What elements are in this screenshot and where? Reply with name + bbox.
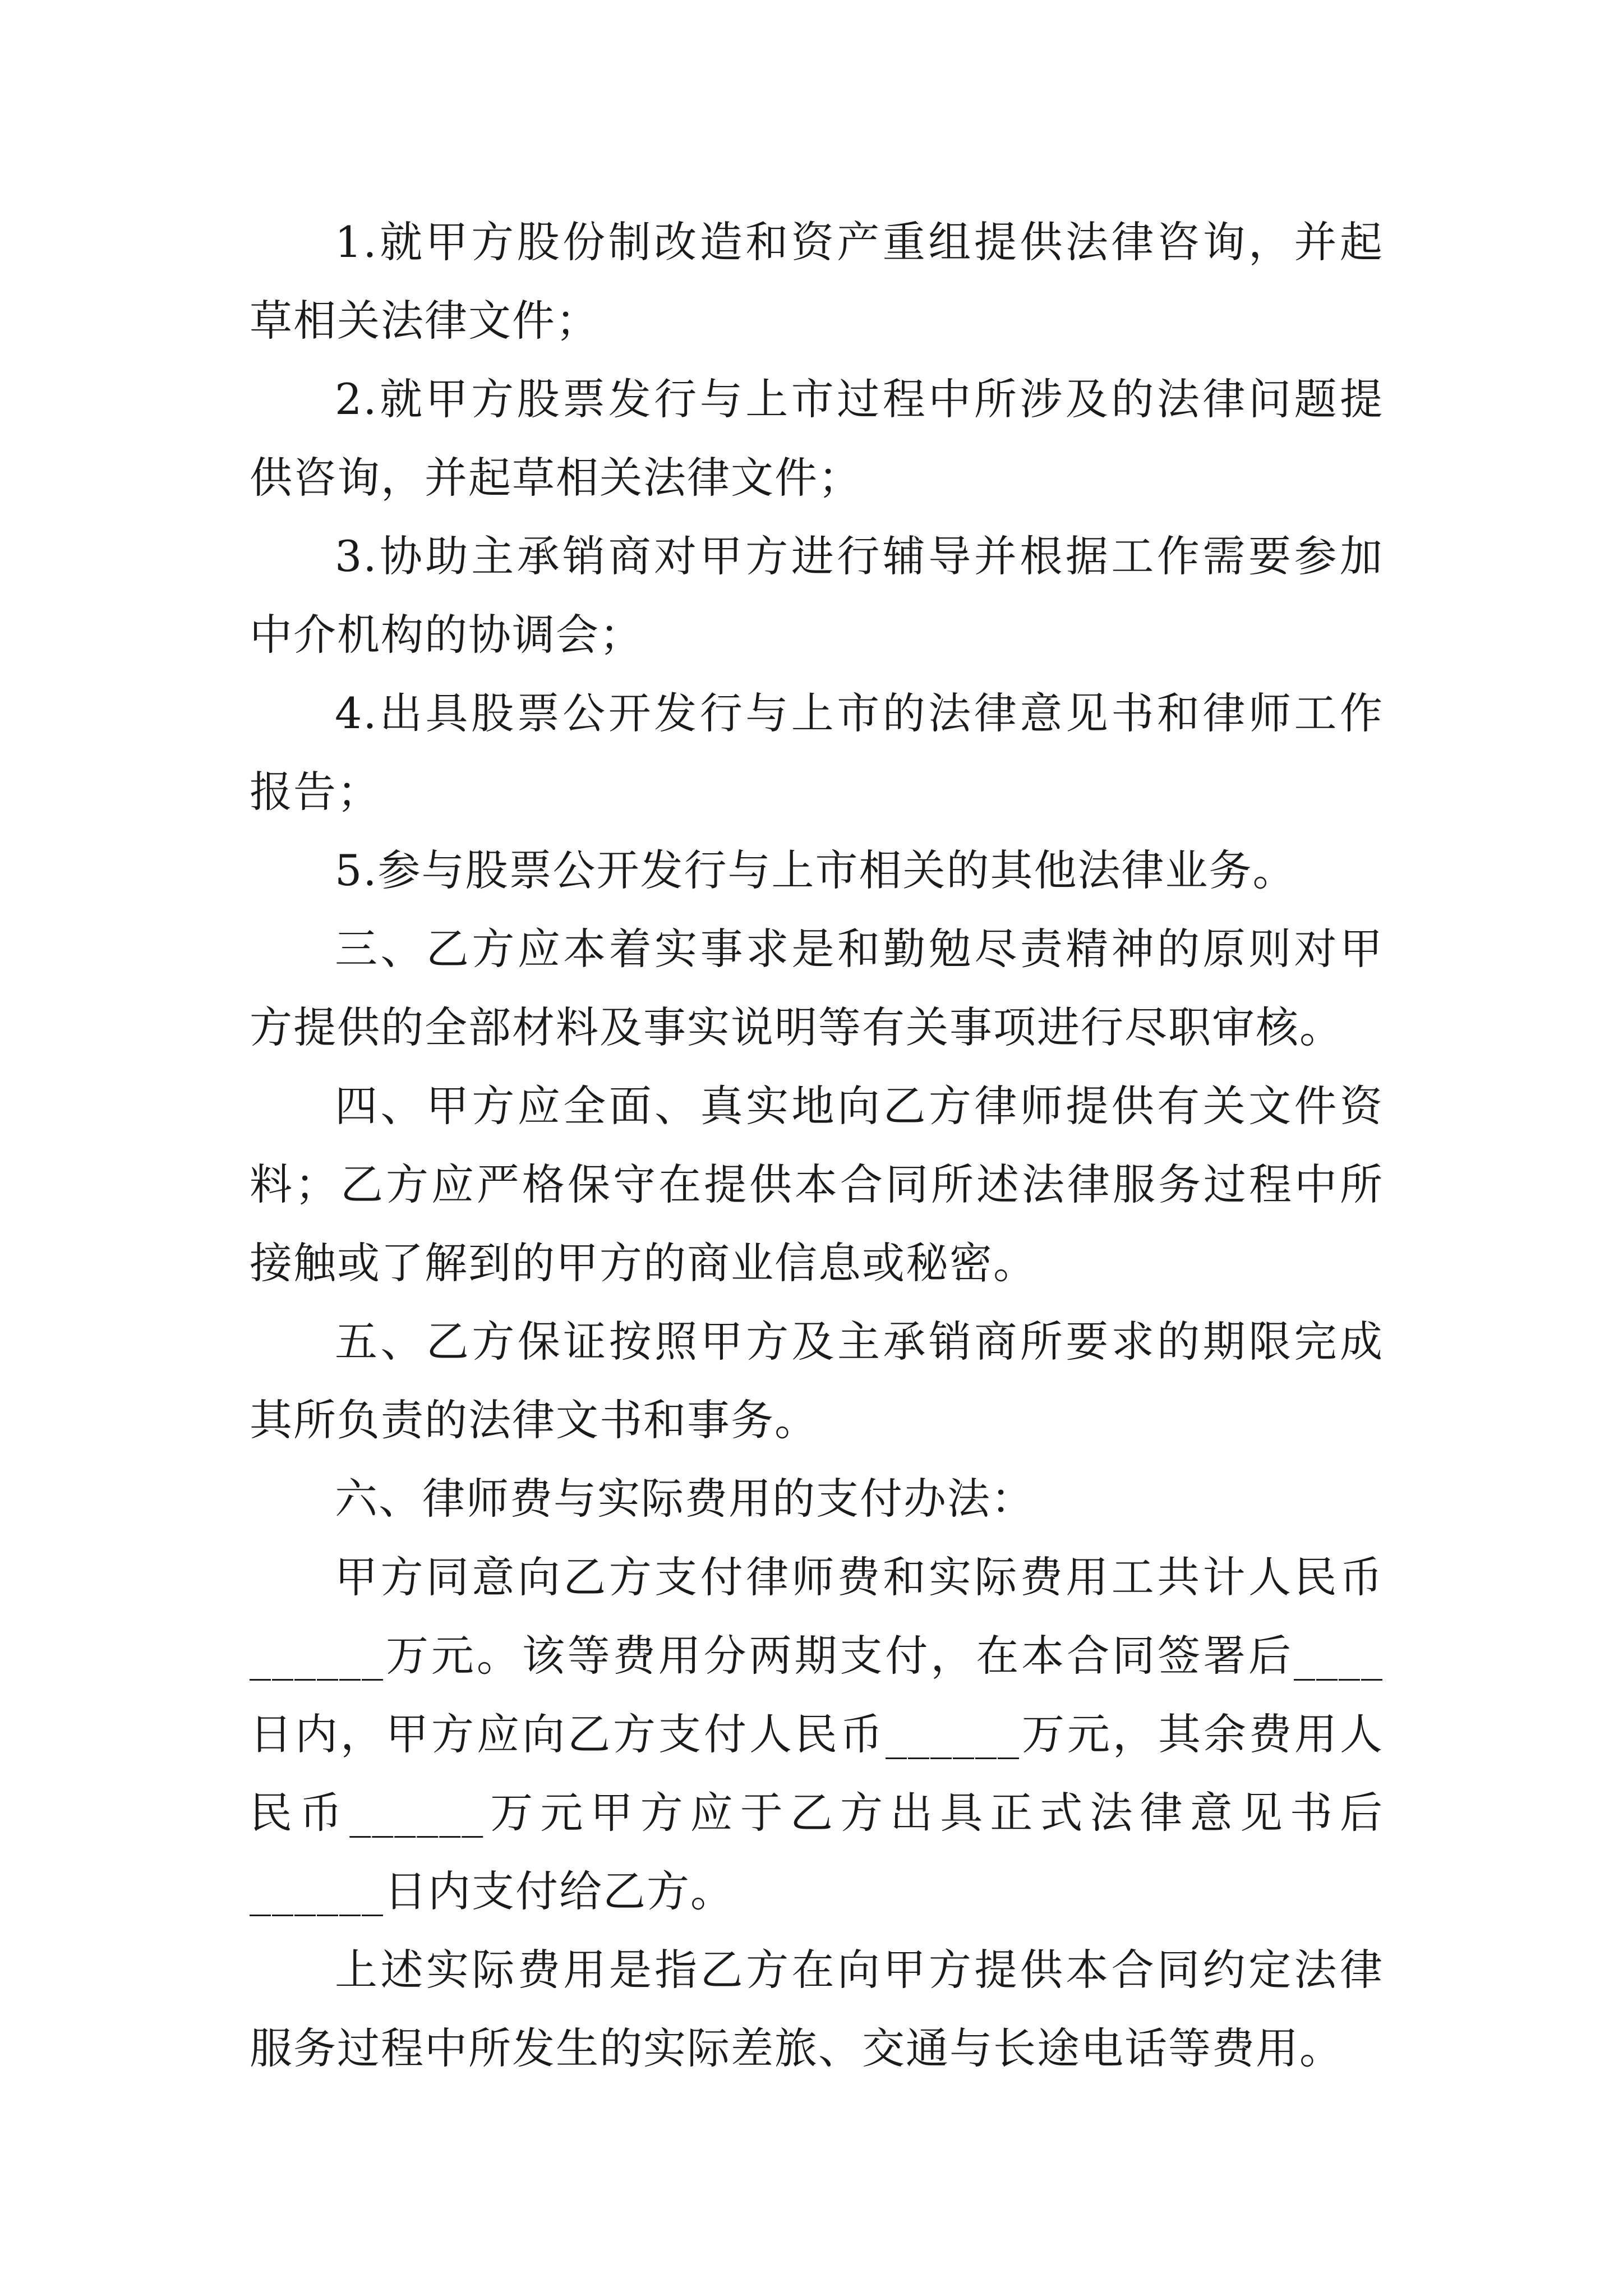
clause-item-5: 5.参与股票公开发行与上市相关的其他法律业务。 bbox=[335, 845, 1297, 895]
clause-section-4: 四、甲方应全面、真实地向乙方律师提供有关文件资料；乙方应严格保守在提供本合同所述法律服务过程中所接触或了解到的甲方的商业信息或秘密。 bbox=[250, 1081, 1384, 1288]
clause-item-2: 2.就甲方股票发行与上市过程中所涉及的法律问题提供咨询，并起草相关法律文件； bbox=[250, 374, 1384, 503]
clause-item-3: 3.协助主承销商对甲方进行辅导并根据工作需要参加中介机构的协调会； bbox=[250, 531, 1384, 660]
clause-section-6-heading: 六、律师费与实际费用的支付办法： bbox=[335, 1474, 1035, 1524]
clause-item-1: 1.就甲方股份制改造和资产重组提供法律咨询，并起草相关法律文件； bbox=[250, 217, 1384, 346]
clause-section-3: 三、乙方应本着实事求是和勤勉尽责精神的原则对甲方提供的全部材料及事实说明等有关事项进行尽职审核。 bbox=[250, 924, 1384, 1052]
fee-payment-paragraph: 甲方同意向乙方支付律师费和实际费用工共计人民币______万元。该等费用分两期支付，在本合同签署后____日内，甲方应向乙方支付人民币______万元，其余费用人民币______万元甲方应于乙方出具正式法律意见书后______日内支付给乙方。 bbox=[250, 1552, 1384, 1916]
document-body bbox=[250, 203, 1384, 2088]
expense-definition-paragraph: 上述实际费用是指乙方在向甲方提供本合同约定法律服务过程中所发生的实际差旅、交通与长途电话等费用。 bbox=[250, 1945, 1384, 2073]
clause-section-5: 五、乙方保证按照甲方及主承销商所要求的期限完成其所负责的法律文书和事务。 bbox=[250, 1317, 1384, 1445]
clause-item-4: 4.出具股票公开发行与上市的法律意见书和律师工作报告； bbox=[250, 688, 1384, 817]
